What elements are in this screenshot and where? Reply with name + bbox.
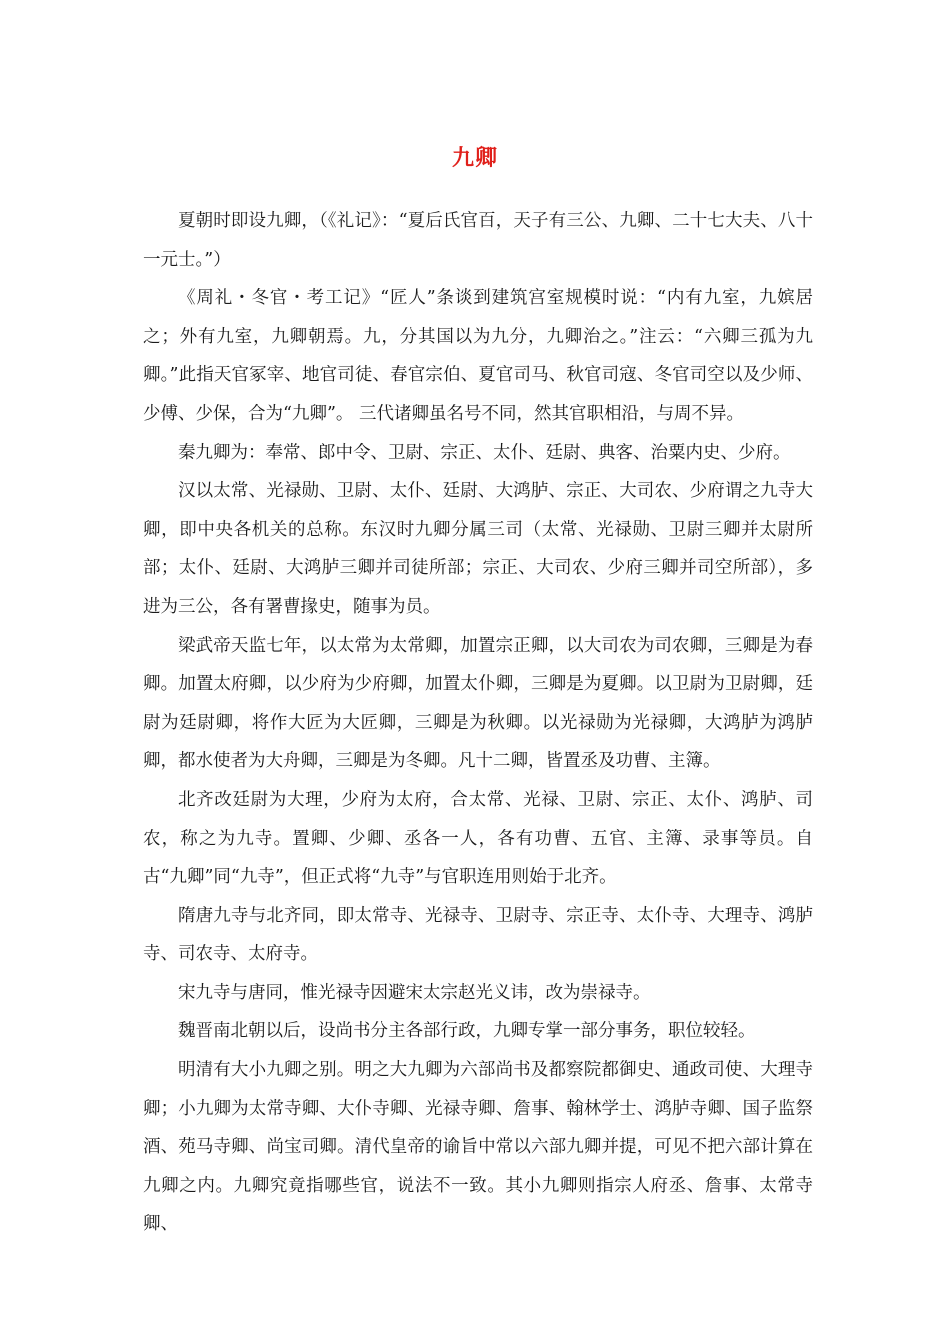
- paragraph-song: 宋九寺与唐同，惟光禄寺因避宋太宗赵光义讳，改为崇禄寺。: [178, 982, 651, 1003]
- paragraph-mingqing: 明清有大小九卿之别。明之大九卿为六部尚书及都察院都御史、通政司使、大理寺卿；小九卿为太常寺卿、大仆寺卿、光禄寺卿、詹事、翰林学士、鸿胪寺卿、国子监祭酒、苑马寺卿、尚宝司卿。清代皇帝的谕旨中常以六部九卿并提，可见不把六部计算在九卿之内。九卿究竟指哪些官，说法不一致。其小九卿则指宗人府丞、詹事、太常寺卿、: [143, 1060, 813, 1235]
- document-title: 九卿: [451, 145, 498, 171]
- paragraph-han: 汉以太常、光禄勋、卫尉、太仆、廷尉、大鸿胪、宗正、大司农、少府谓之九寺大卿，即中央各机关的总称。东汉时九卿分属三司（太常、光禄勋、卫尉三卿并太尉所部；太仆、廷尉、大鸿胪三卿并司徒所部；宗正、大司农、少府三卿并司空所部），多进为三公，各有署曹掾史，随事为员。: [143, 481, 813, 617]
- document-body: [143, 202, 813, 1244]
- paragraph-qin: 秦九卿为：奉常、郎中令、卫尉、宗正、太仆、廷尉、典客、治粟内史、少府。: [178, 442, 791, 463]
- paragraph-suitang: 隋唐九寺与北齐同，即太常寺、光禄寺、卫尉寺、宗正寺、太仆寺、大理寺、鸿胪寺、司农寺、太府寺。: [143, 905, 813, 965]
- paragraph-weijin: 魏晋南北朝以后，设尚书分主各部行政，九卿专掌一部分事务，职位较轻。: [178, 1021, 756, 1042]
- paragraph-xia: 夏朝时即设九卿，（《礼记》：“夏后氏官百，天子有三公、九卿、二十七大夫、八十一元士。”）: [143, 211, 813, 270]
- paragraph-beiqi: 北齐改廷尉为大理，少府为太府，合太常、光禄、卫尉、宗正、太仆、鸿胪、司农，称之为九寺。置卿、少卿、丞各一人，各有功曹、五官、主簿、录事等员。自古“九卿”同“九寺”，但正式将“九寺”与官职连用则始于北齐。: [143, 789, 813, 888]
- paragraph-liang: 梁武帝天监七年，以太常为太常卿，加置宗正卿，以大司农为司农卿，三卿是为春卿。加置太府卿，以少府为少府卿，加置太仆卿，三卿是为夏卿。以卫尉为卫尉卿，廷尉为廷尉卿，将作大匠为大匠卿，三卿是为秋卿。以光禄勋为光禄卿，大鸿胪为鸿胪卿，都水使者为大舟卿，三卿是为冬卿。凡十二卿，皆置丞及功曹、主簿。: [143, 635, 813, 772]
- paragraph-zhouli: 《周礼・冬官・考工记》“匠人”条谈到建筑宫室规模时说：“内有九室，九嫔居之；外有九室，九卿朝焉。九，分其国以为九分，九卿治之。”注云：“六卿三孤为九卿。”此指天官冢宰、地官司徒、春官宗伯、夏官司马、秋官司寇、冬官司空以及少师、少傅、少保，合为“九卿”。 三代诸卿虽名号不同，然其官职相沿，与周不异。: [143, 288, 813, 424]
